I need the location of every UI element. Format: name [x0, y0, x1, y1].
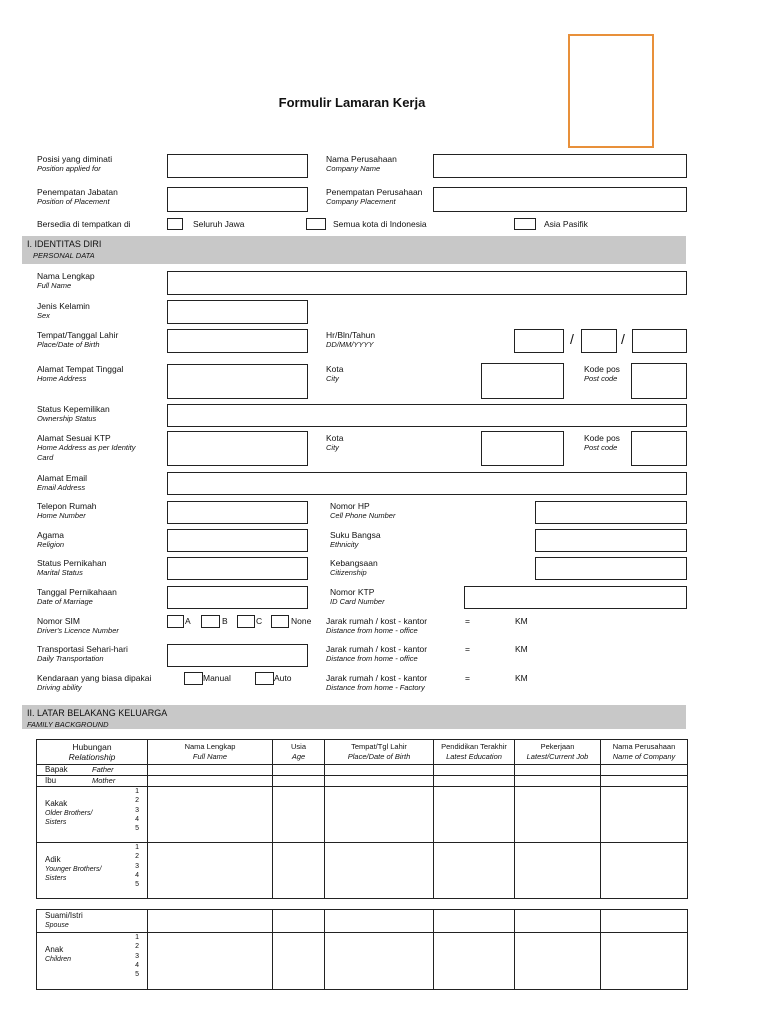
cell-label: Nomor HP Cell Phone Number — [330, 501, 396, 520]
checkbox-manual[interactable] — [184, 672, 203, 685]
ktp-address-field[interactable] — [167, 431, 308, 466]
relation-father-cell — [37, 765, 148, 776]
form-title: Formulir Lamaran Kerja — [278, 95, 426, 110]
relation-kakak-cell — [37, 787, 148, 843]
table-row-mother — [37, 776, 688, 787]
date-slash-2: / — [621, 331, 625, 347]
table-cell[interactable] — [148, 843, 273, 899]
distance2-label: Jarak rumah / kost - kantor Distance from home - office — [326, 644, 428, 663]
relation-adik-cell — [37, 843, 148, 899]
children-numbers: 1 2 3 4 5 — [135, 934, 139, 979]
section-personal-header: I. IDENTITAS DIRI PERSONAL DATA — [22, 236, 686, 264]
company-placement-field[interactable] — [433, 187, 687, 212]
ethnicity-field[interactable] — [535, 529, 687, 552]
distance3-eq: = — [465, 673, 470, 683]
birth-label: Tempat/Tanggal Lahir Place/Date of Birth — [37, 330, 119, 349]
home-address-field[interactable] — [167, 364, 308, 399]
relation-spouse-cell — [37, 910, 148, 933]
willing-label: Bersedia di tempatkan di — [37, 219, 131, 229]
adik-label: Adik Younger Brothers/ Sisters — [45, 855, 102, 882]
table-row-kakak — [37, 787, 688, 843]
placement-label: Penempatan Jabatan Position of Placement — [37, 187, 118, 206]
distance3-km: KM — [515, 673, 528, 683]
distance1-label: Jarak rumah / kost - kantor Distance from home - office — [326, 616, 428, 635]
table-cell[interactable] — [148, 765, 273, 776]
bapak-label: Bapak — [45, 765, 68, 774]
marriage-date-label: Tanggal Pernikahaan Date of Marriage — [37, 587, 117, 606]
table-cell[interactable] — [148, 787, 273, 843]
home-address-label: Alamat Tempat Tinggal Home Address — [37, 364, 124, 383]
checkbox-auto[interactable] — [255, 672, 274, 685]
ktp-city-label: Kota City — [326, 433, 344, 452]
ktp-city-field[interactable] — [481, 431, 564, 466]
table-cell[interactable] — [148, 910, 273, 933]
ownership-field[interactable] — [167, 404, 687, 427]
table-cell[interactable] — [273, 843, 325, 899]
fullname-field[interactable] — [167, 271, 687, 295]
checkbox-indonesia[interactable] — [306, 218, 326, 230]
checkbox-sim-c[interactable] — [237, 615, 255, 628]
table-cell[interactable] — [601, 933, 688, 990]
header-company: Nama Perusahaan Name of Company — [601, 740, 688, 765]
family-table — [36, 739, 688, 899]
header-fullname: Nama Lengkap Full Name — [148, 740, 273, 765]
city-field[interactable] — [481, 363, 564, 399]
father-label: Father — [92, 765, 114, 774]
birth-day-field[interactable] — [514, 329, 564, 353]
table-cell[interactable] — [434, 776, 515, 787]
email-field[interactable] — [167, 472, 687, 495]
citizenship-label: Kebangsaan Citizenship — [330, 558, 378, 577]
kakak-numbers: 1 2 3 4 5 — [135, 788, 139, 833]
family-table-spouse — [36, 909, 688, 990]
table-cell[interactable] — [325, 765, 434, 776]
birth-month-field[interactable] — [581, 329, 617, 353]
ktp-number-field[interactable] — [464, 586, 687, 609]
date-slash-1: / — [570, 331, 574, 347]
ktp-number-label: Nomor KTP ID Card Number — [330, 587, 385, 606]
fullname-label: Nama Lengkap Full Name — [37, 271, 95, 290]
table-cell[interactable] — [434, 933, 515, 990]
sex-label: Jenis Kelamin Sex — [37, 301, 90, 320]
table-cell[interactable] — [325, 776, 434, 787]
religion-field[interactable] — [167, 529, 308, 552]
relation-mother-cell — [37, 776, 148, 787]
table-cell[interactable] — [434, 843, 515, 899]
ethnicity-label: Suku Bangsa Ethnicity — [330, 530, 381, 549]
ktp-postcode-label: Kode pos Post code — [584, 433, 620, 452]
distance3-label: Jarak rumah / kost - kantor Distance from home - Factory — [326, 673, 428, 692]
table-cell[interactable] — [515, 933, 601, 990]
ktp-address-label: Alamat Sesuai KTP Home Address as per Identity Card — [37, 433, 136, 462]
postcode-field[interactable] — [631, 363, 687, 399]
table-row-children — [37, 933, 688, 990]
sim-none-label: None — [291, 616, 312, 626]
table-cell[interactable] — [325, 787, 434, 843]
relation-children-cell — [37, 933, 148, 990]
children-label: Anak Children — [45, 945, 72, 963]
spouse-label: Suami/Istri Spouse — [45, 911, 83, 929]
mother-label: Mother — [92, 776, 116, 785]
table-cell[interactable] — [325, 843, 434, 899]
table-cell[interactable] — [515, 843, 601, 899]
religion-label: Agama Religion — [37, 530, 65, 549]
table-cell[interactable] — [148, 933, 273, 990]
header-birth: Tempat/Tgl Lahir Place/Date of Birth — [325, 740, 434, 765]
cell-field[interactable] — [535, 501, 687, 524]
sim-a-label: A — [185, 616, 191, 626]
option-indonesia-label: Semua kota di Indonesia — [333, 219, 427, 229]
table-cell[interactable] — [273, 765, 325, 776]
checkbox-sim-b[interactable] — [201, 615, 220, 628]
header-education: Pendidikan Terakhir Latest Education — [434, 740, 515, 765]
header-age: Usia Age — [273, 740, 325, 765]
birth-place-field[interactable] — [167, 329, 308, 353]
birth-year-field[interactable] — [632, 329, 687, 353]
transport-field[interactable] — [167, 644, 308, 667]
table-cell[interactable] — [601, 776, 688, 787]
table-cell[interactable] — [325, 933, 434, 990]
distance2-km: KM — [515, 644, 528, 654]
header-relationship: Hubungan Relationship — [37, 740, 148, 765]
option-asia-label: Asia Pasifik — [544, 219, 588, 229]
sim-label: Nomor SIM Driver's Licence Number — [37, 616, 119, 635]
table-cell[interactable] — [273, 910, 325, 933]
company-field[interactable] — [433, 154, 687, 178]
home-phone-field[interactable] — [167, 501, 308, 524]
ibu-label: Ibu — [45, 776, 57, 785]
table-cell[interactable] — [601, 765, 688, 776]
postcode-label: Kode pos Post code — [584, 364, 620, 383]
email-label: Alamat Email Email Address — [37, 473, 88, 492]
table-cell[interactable] — [273, 933, 325, 990]
family-header-row — [37, 740, 688, 765]
position-label: Posisi yang diminati Position applied for — [37, 154, 113, 173]
marital-label: Status Pernikahan Marital Status — [37, 558, 107, 577]
table-cell[interactable] — [325, 910, 434, 933]
marriage-date-field[interactable] — [167, 586, 308, 609]
kakak-label: Kakak Older Brothers/ Sisters — [45, 799, 93, 826]
sim-b-label: B — [222, 616, 228, 626]
checkbox-asia[interactable] — [514, 218, 536, 230]
city-label: Kota City — [326, 364, 344, 383]
ktp-postcode-field[interactable] — [631, 431, 687, 466]
table-row-father — [37, 765, 688, 776]
citizenship-field[interactable] — [535, 557, 687, 580]
table-cell[interactable] — [273, 776, 325, 787]
photo-box — [568, 34, 654, 148]
table-cell[interactable] — [434, 787, 515, 843]
distance2-eq: = — [465, 644, 470, 654]
table-cell[interactable] — [515, 910, 601, 933]
ownership-label: Status Kepemilikan Ownership Status — [37, 404, 110, 423]
sex-field[interactable] — [167, 300, 308, 324]
distance1-eq: = — [465, 616, 470, 626]
checkbox-sim-none[interactable] — [271, 615, 289, 628]
table-cell[interactable] — [601, 787, 688, 843]
table-cell[interactable] — [601, 843, 688, 899]
table-cell[interactable] — [434, 765, 515, 776]
checkbox-sim-a[interactable] — [167, 615, 184, 628]
auto-label: Auto — [274, 673, 292, 683]
section-family-header: II. LATAR BELAKANG KELUARGA FAMILY BACKGROUND — [22, 705, 686, 729]
checkbox-jawa[interactable] — [167, 218, 183, 230]
sim-c-label: C — [256, 616, 263, 626]
marital-field[interactable] — [167, 557, 308, 580]
company-label: Nama Perusahaan Company Name — [326, 154, 397, 173]
adik-numbers: 1 2 3 4 5 — [135, 844, 139, 889]
table-cell[interactable] — [273, 787, 325, 843]
option-jawa-label: Seluruh Jawa — [193, 219, 245, 229]
table-cell[interactable] — [601, 910, 688, 933]
company-placement-label: Penempatan Perusahaan Company Placement — [326, 187, 423, 206]
position-field[interactable] — [167, 154, 308, 178]
header-job: Pekerjaan Latest/Current Job — [515, 740, 601, 765]
table-cell[interactable] — [148, 776, 273, 787]
table-cell[interactable] — [515, 787, 601, 843]
ddmmyyyy-label: Hr/Bln/Tahun DD/MM/YYYY — [326, 330, 376, 349]
distance1-km: KM — [515, 616, 528, 626]
vehicle-label: Kendaraan yang biasa dipakai Driving ability — [37, 673, 152, 692]
table-row-adik — [37, 843, 688, 899]
placement-field[interactable] — [167, 187, 308, 212]
table-cell[interactable] — [515, 776, 601, 787]
table-row-spouse — [37, 910, 688, 933]
table-cell[interactable] — [434, 910, 515, 933]
table-cell[interactable] — [515, 765, 601, 776]
manual-label: Manual — [203, 673, 231, 683]
transport-label: Transportasi Sehari-hari Daily Transportation — [37, 644, 128, 663]
home-phone-label: Telepon Rumah Home Number — [37, 501, 97, 520]
